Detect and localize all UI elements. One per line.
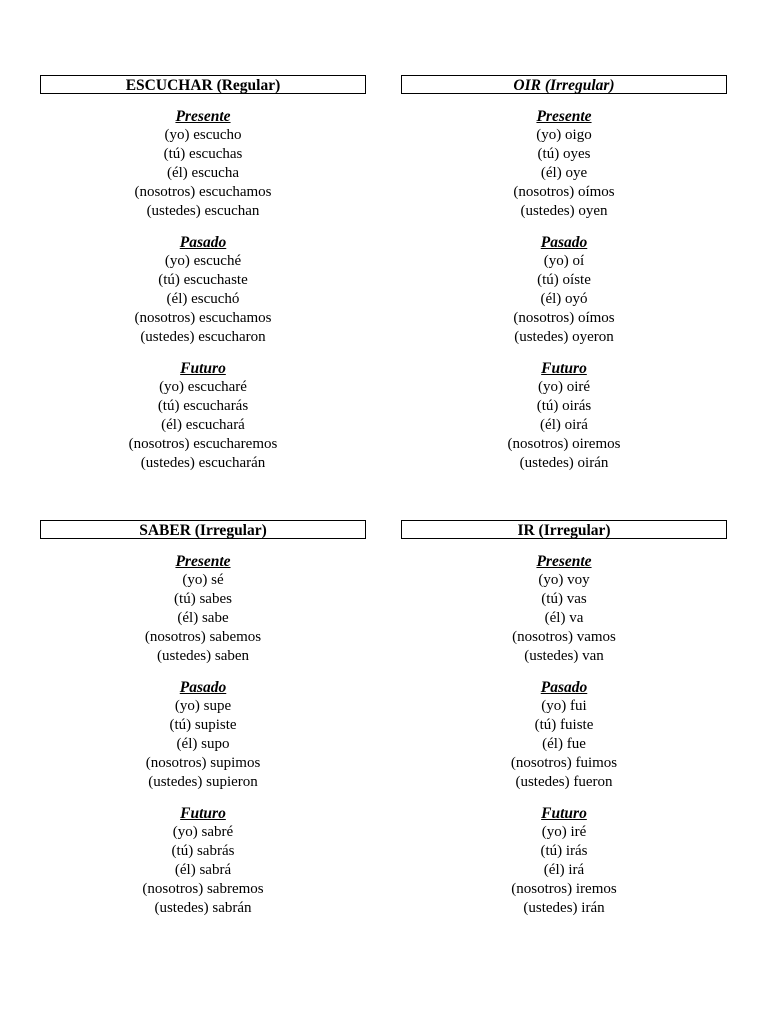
conjugation-el: (él) sabrá <box>174 862 232 878</box>
conjugation-ustedes: (ustedes) escuchan <box>146 203 260 219</box>
conjugation-el: (él) va <box>544 610 584 626</box>
verb-block-saber <box>40 520 366 918</box>
conjugation-yo: (yo) escucho <box>164 127 242 143</box>
conjugation-tu: (tú) sabrás <box>171 843 235 859</box>
tense-heading: Presente <box>536 553 592 570</box>
conjugation-yo: (yo) escucharé <box>159 379 247 395</box>
conjugation-nosotros: (nosotros) escucharemos <box>128 436 278 452</box>
tense-heading: Pasado <box>540 679 588 696</box>
tense-pasado <box>401 233 727 347</box>
conjugation-tu: (tú) fuiste <box>534 717 594 733</box>
tense-heading: Pasado <box>540 234 588 251</box>
conjugation-nosotros: (nosotros) vamos <box>512 629 616 645</box>
conjugation-tu: (tú) oirás <box>536 398 592 414</box>
conjugation-nosotros: (nosotros) escuchamos <box>134 310 272 326</box>
conjugation-tu: (tú) vas <box>541 591 587 607</box>
verb-title: SABER (Irregular) <box>40 520 366 539</box>
conjugation-ustedes: (ustedes) escucharon <box>140 329 266 345</box>
conjugation-tu: (tú) escucharás <box>157 398 249 414</box>
conjugation-ustedes: (ustedes) supieron <box>148 774 258 790</box>
conjugation-nosotros: (nosotros) escuchamos <box>134 184 272 200</box>
conjugation-tu: (tú) escuchaste <box>158 272 248 288</box>
conjugation-nosotros: (nosotros) sabremos <box>142 881 264 897</box>
conjugation-ustedes: (ustedes) saben <box>156 648 250 664</box>
tense-heading: Futuro <box>541 805 587 822</box>
tense-pasado <box>40 678 366 792</box>
tense-heading: Presente <box>536 108 592 125</box>
conjugation-nosotros: (nosotros) oímos <box>513 310 615 326</box>
tense-presente <box>40 107 366 221</box>
conjugation-ustedes: (ustedes) oyeron <box>514 329 614 345</box>
conjugation-el: (él) oirá <box>540 417 588 433</box>
conjugation-nosotros: (nosotros) supimos <box>145 755 261 771</box>
conjugation-el: (él) irá <box>543 862 585 878</box>
conjugation-nosotros: (nosotros) fuimos <box>510 755 618 771</box>
conjugation-yo: (yo) oiré <box>537 379 591 395</box>
tense-pasado <box>401 678 727 792</box>
conjugation-el: (él) oye <box>540 165 588 181</box>
tense-futuro <box>40 804 366 918</box>
conjugation-yo: (yo) escuché <box>164 253 242 269</box>
tense-heading: Futuro <box>180 805 226 822</box>
conjugation-ustedes: (ustedes) fueron <box>515 774 613 790</box>
conjugation-yo: (yo) supe <box>174 698 232 714</box>
conjugation-yo: (yo) sabré <box>172 824 234 840</box>
conjugation-yo: (yo) iré <box>541 824 587 840</box>
verb-block-ir <box>401 520 727 918</box>
conjugation-ustedes: (ustedes) oyen <box>520 203 608 219</box>
conjugation-el: (él) escuchará <box>161 417 245 433</box>
tense-presente <box>40 552 366 666</box>
tense-heading: Pasado <box>179 679 227 696</box>
tense-heading: Presente <box>175 553 231 570</box>
verb-block-escuchar <box>40 75 366 473</box>
conjugation-nosotros: (nosotros) oímos <box>513 184 615 200</box>
verb-title: OIR (Irregular) <box>401 75 727 94</box>
tense-pasado <box>40 233 366 347</box>
tense-presente <box>401 107 727 221</box>
conjugation-el: (él) sabe <box>177 610 229 626</box>
tense-heading: Futuro <box>541 360 587 377</box>
verb-title: ESCUCHAR (Regular) <box>40 75 366 94</box>
conjugation-ustedes: (ustedes) oirán <box>519 455 609 471</box>
tense-futuro <box>401 359 727 473</box>
conjugation-yo: (yo) voy <box>538 572 590 588</box>
tense-heading: Presente <box>175 108 231 125</box>
conjugation-nosotros: (nosotros) sabemos <box>144 629 262 645</box>
tense-futuro <box>40 359 366 473</box>
conjugation-el: (él) escuchó <box>166 291 240 307</box>
conjugation-tu: (tú) escuchas <box>163 146 243 162</box>
tense-futuro <box>401 804 727 918</box>
conjugation-tu: (tú) sabes <box>174 591 232 607</box>
conjugation-ustedes: (ustedes) irán <box>523 900 605 916</box>
verb-block-oir <box>401 75 727 473</box>
conjugation-yo: (yo) sé <box>182 572 224 588</box>
verb-title: IR (Irregular) <box>401 520 727 539</box>
conjugation-ustedes: (ustedes) sabrán <box>154 900 252 916</box>
conjugation-yo: (yo) oí <box>543 253 585 269</box>
conjugation-yo: (yo) oigo <box>536 127 592 143</box>
conjugation-tu: (tú) supiste <box>169 717 237 733</box>
conjugation-tu: (tú) irás <box>540 843 588 859</box>
tense-heading: Pasado <box>179 234 227 251</box>
conjugation-tu: (tú) oyes <box>537 146 591 162</box>
conjugation-nosotros: (nosotros) oiremos <box>507 436 621 452</box>
conjugation-ustedes: (ustedes) van <box>524 648 604 664</box>
conjugation-nosotros: (nosotros) iremos <box>511 881 617 897</box>
conjugation-el: (él) oyó <box>540 291 588 307</box>
conjugation-yo: (yo) fui <box>541 698 587 714</box>
tense-heading: Futuro <box>180 360 226 377</box>
conjugation-el: (él) fue <box>542 736 586 752</box>
tense-presente <box>401 552 727 666</box>
conjugation-tu: (tú) oíste <box>537 272 591 288</box>
conjugation-el: (él) escucha <box>166 165 240 181</box>
conjugation-ustedes: (ustedes) escucharán <box>140 455 266 471</box>
conjugation-el: (él) supo <box>176 736 230 752</box>
